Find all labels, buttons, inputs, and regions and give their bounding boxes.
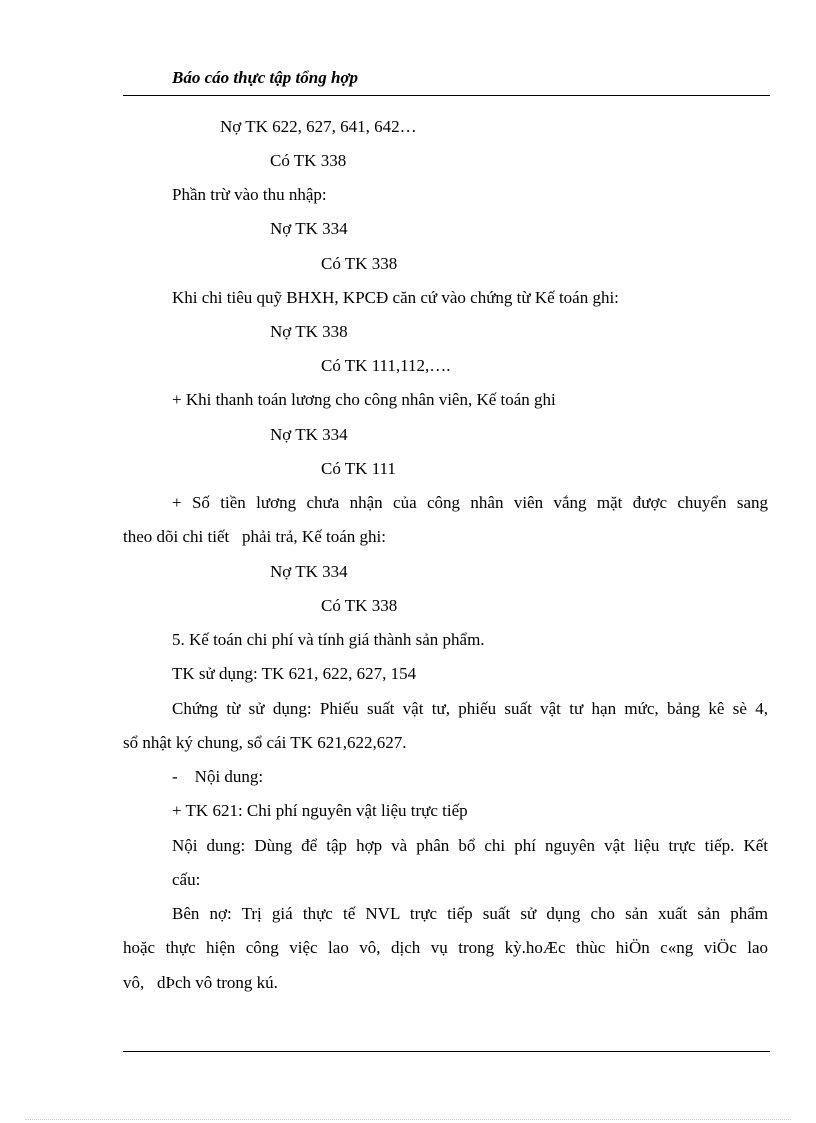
- text-line: Nợ TK 622, 627, 641, 642…: [220, 117, 417, 136]
- text-line: Nợ TK 338: [270, 322, 348, 341]
- header-rule: [123, 95, 770, 96]
- page-bottom-edge: [25, 1119, 791, 1120]
- text-line: + Số tiền lương chưa nhận của công nhân viên vắng mặt được chuyển sang: [172, 493, 768, 512]
- text-line: vô, dÞch vô trong kú.: [123, 973, 278, 992]
- footer-rule: [123, 1051, 770, 1052]
- text-line: Nợ TK 334: [270, 562, 348, 581]
- text-line: Nội dung: Dùng để tập hợp và phân bổ chi phí nguyên vật liệu trực tiếp. Kết: [172, 836, 768, 855]
- text-line: + TK 621: Chi phí nguyên vật liệu trực tiếp: [172, 801, 468, 820]
- text-line: + Khi thanh toán lương cho công nhân viên, Kế toán ghi: [172, 390, 556, 409]
- text-line: sổ nhật ký chung, sổ cái TK 621,622,627.: [123, 733, 407, 752]
- section-heading: 5. Kế toán chi phí và tính giá thành sản phẩm.: [172, 630, 485, 649]
- text-line: theo dõi chi tiết phải trả, Kế toán ghi:: [123, 527, 386, 546]
- text-line: Có TK 111,112,….: [321, 356, 451, 375]
- list-item: - Nội dung:: [172, 767, 264, 786]
- text-line: Có TK 338: [321, 254, 398, 273]
- text-line: Bên nợ: Trị giá thực tế NVL trực tiếp suất sử dụng cho sản xuất sản phẩm: [172, 904, 768, 923]
- text-line: Phần trừ vào thu nhập:: [172, 185, 327, 204]
- text-line: Có TK 338: [321, 596, 398, 615]
- text-line: Nợ TK 334: [270, 425, 348, 444]
- page-header-title: Báo cáo thực tập tổng hợp: [172, 68, 359, 87]
- text-line: Chứng từ sử dụng: Phiếu suất vật tư, phiếu suất vật tư hạn mức, bảng kê sè 4,: [172, 699, 768, 718]
- text-line: TK sử dụng: TK 621, 622, 627, 154: [172, 664, 417, 683]
- text-line: Nợ TK 334: [270, 219, 348, 238]
- text-line: Có TK 111: [321, 459, 396, 478]
- text-line: Khi chi tiêu quỹ BHXH, KPCĐ căn cứ vào chứng từ Kế toán ghi:: [172, 288, 619, 307]
- text-line: Có TK 338: [270, 151, 347, 170]
- text-line: hoặc thực hiện công việc lao vô, dịch vụ trong kỳ.hoÆc thùc hiÖn c«ng viÖc lao: [123, 938, 768, 957]
- text-line: cấu:: [172, 870, 201, 889]
